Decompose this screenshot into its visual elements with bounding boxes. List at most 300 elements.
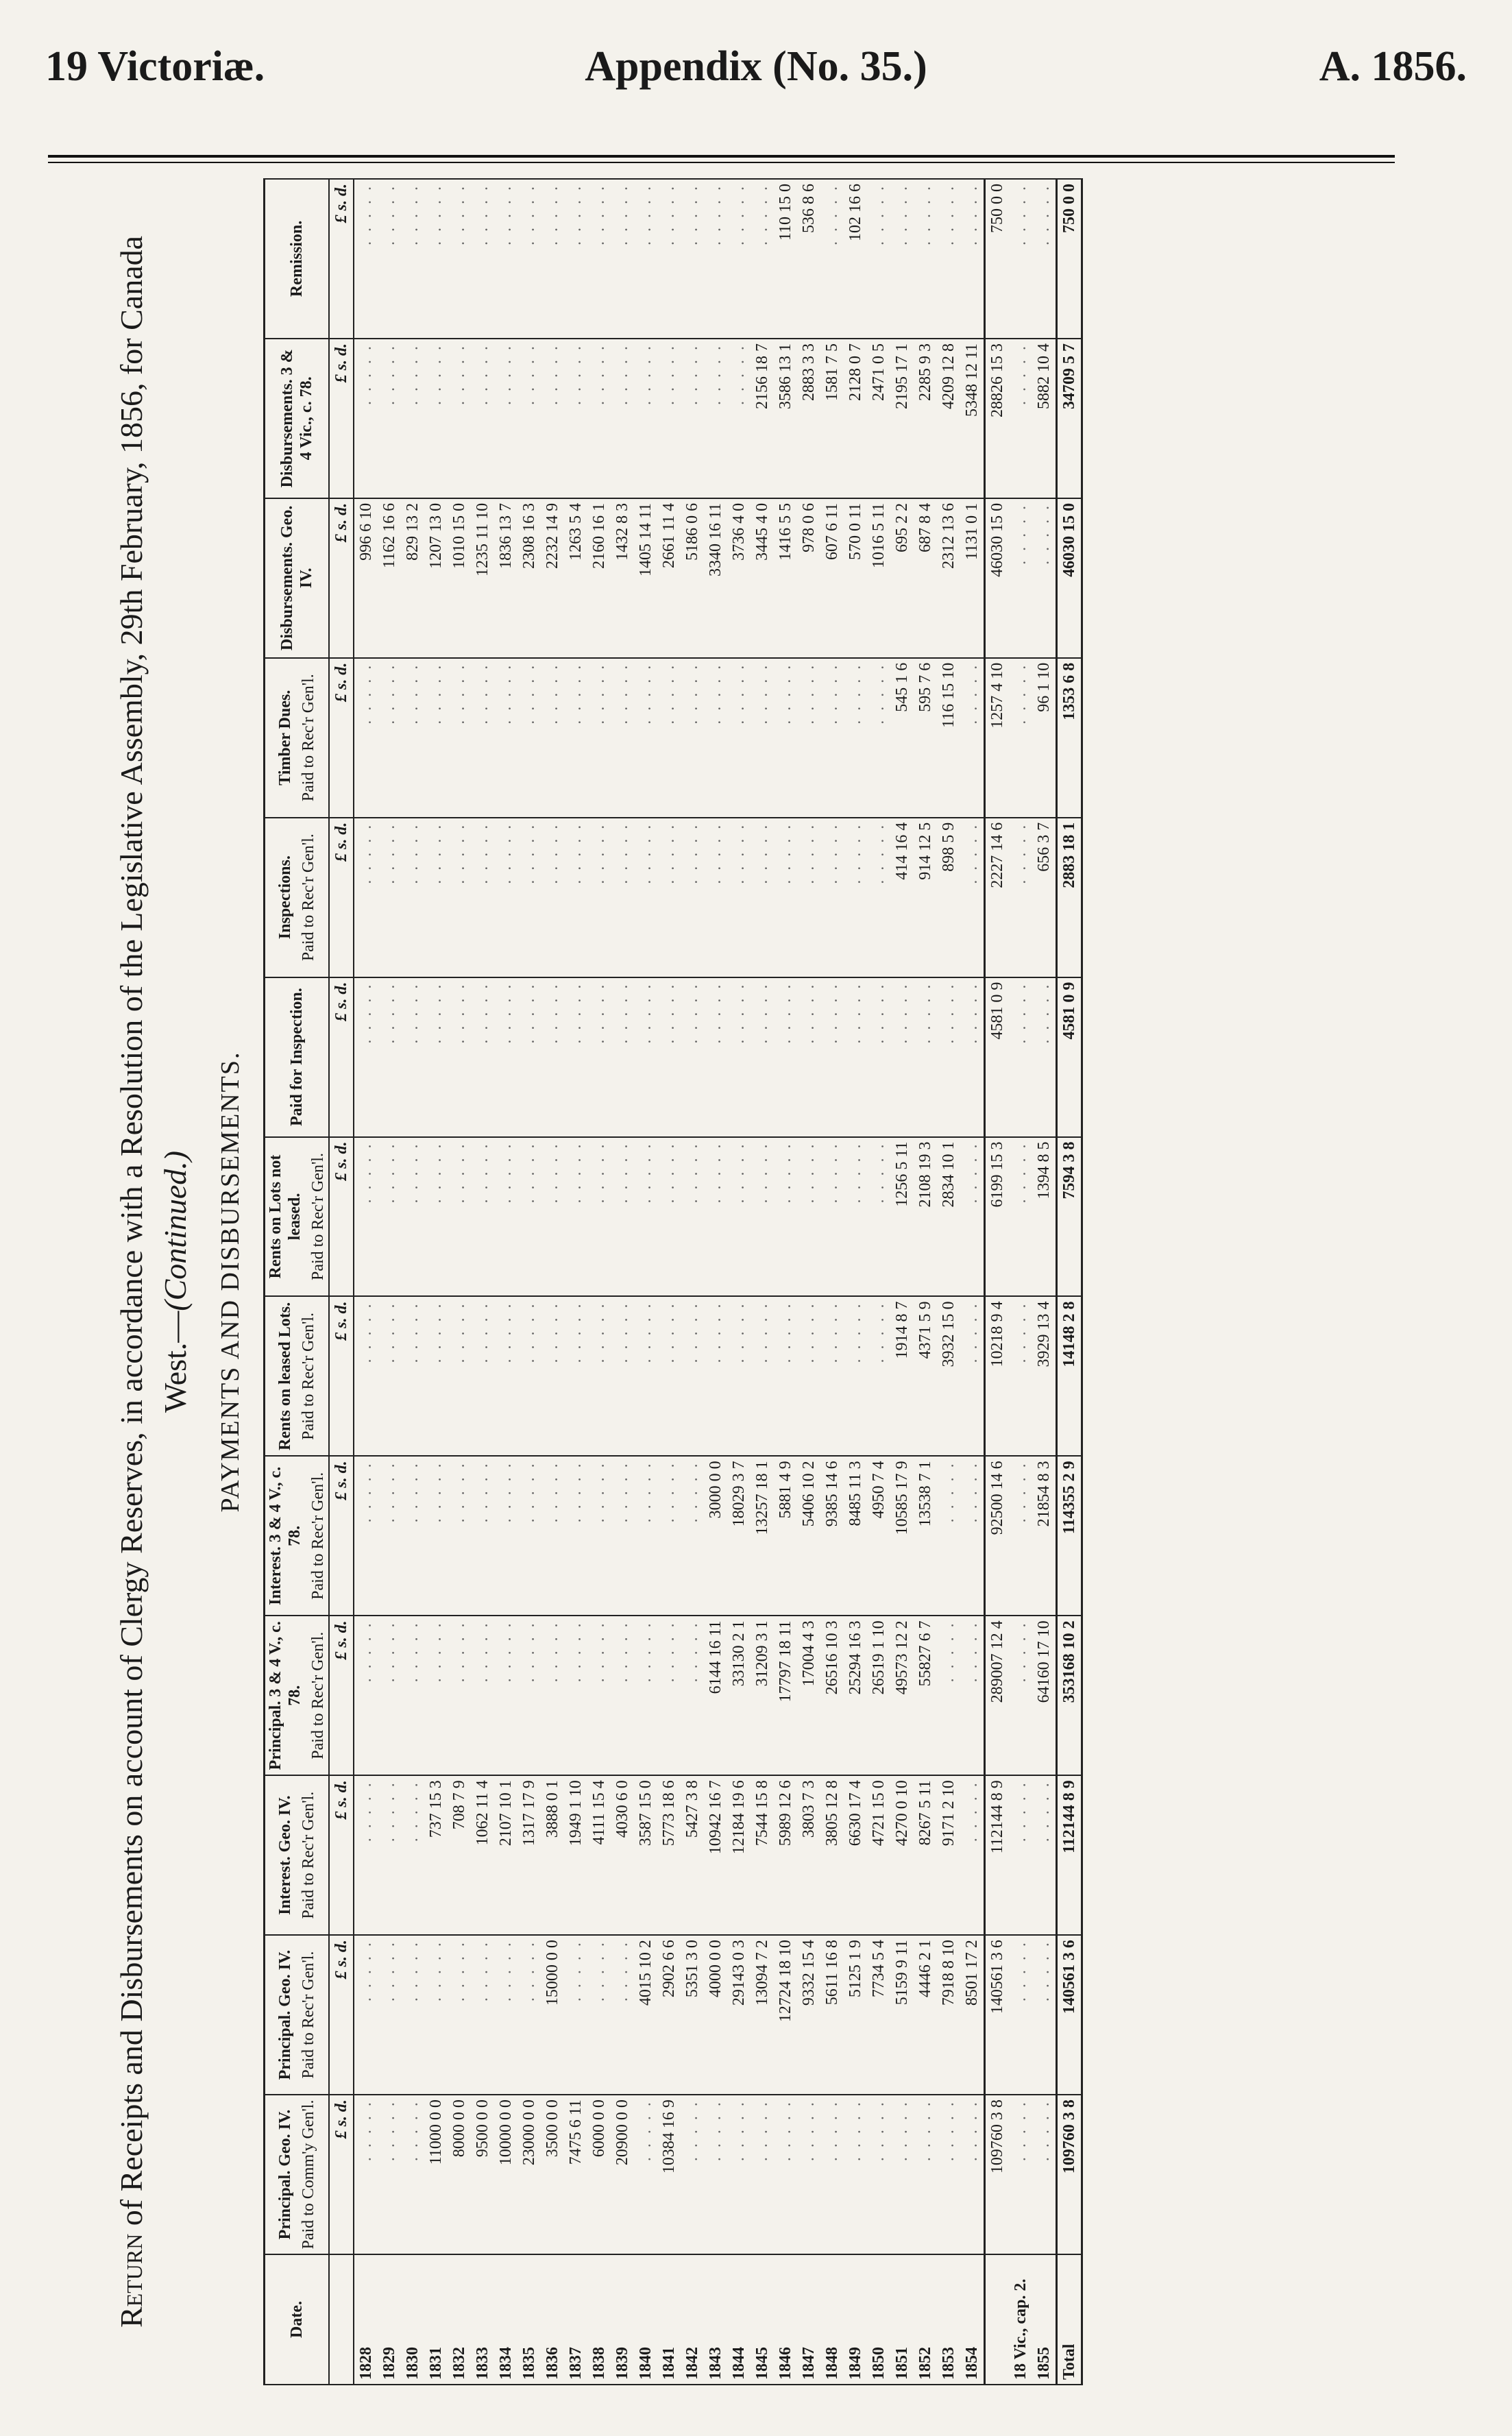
amount-cell: 829 13 2 — [401, 498, 424, 658]
amount-cell: . . . . . — [471, 818, 494, 977]
amount-cell: 1317 17 9 — [517, 1775, 541, 1935]
amount-cell: . . . . . — [517, 1137, 541, 1297]
amount-cell: . . . . . — [867, 179, 890, 339]
amount-cell: . . . . . — [541, 818, 564, 977]
amount-cell: . . . . . — [1009, 1456, 1032, 1616]
amount-cell: . . . . . — [564, 1137, 587, 1297]
amount-cell: 2232 14 9 — [541, 498, 564, 658]
amount-cell: 10942 16 7 — [704, 1775, 727, 1935]
amount-cell: . . . . . — [657, 179, 681, 339]
amount-cell: . . . . . — [611, 818, 634, 977]
amount-cell: . . . . . — [471, 1616, 494, 1775]
amount-cell: . . . . . — [727, 1137, 751, 1297]
amount-cell: . . . . . — [657, 1616, 681, 1775]
amount-cell: . . . . . — [914, 179, 937, 339]
amount-cell: 33130 2 1 — [727, 1616, 751, 1775]
amount-cell: 140561 3 6 — [1057, 1935, 1082, 2095]
amount-cell: 7544 15 8 — [751, 1775, 774, 1935]
amount-cell: . . . . . — [820, 179, 844, 339]
amount-cell: . . . . . — [820, 818, 844, 977]
column-header — [265, 977, 330, 1137]
amount-cell: 2156 18 7 — [751, 339, 774, 498]
amount-cell: . . . . . — [424, 1456, 448, 1616]
amount-cell: . . . . . — [354, 339, 378, 498]
amount-cell: 1016 5 11 — [867, 498, 890, 658]
amount-cell: . . . . . — [844, 2095, 867, 2254]
amount-cell: 1235 11 10 — [471, 498, 494, 658]
amount-cell: 4581 0 9 — [985, 977, 1010, 1137]
amount-cell: . . . . . — [517, 179, 541, 339]
units-cell: £ s. d. — [329, 339, 354, 498]
amount-cell: 4209 12 8 — [937, 339, 960, 498]
amount-cell: . . . . . — [657, 977, 681, 1137]
amount-cell: 898 5 9 — [937, 818, 960, 977]
amount-cell: . . . . . — [727, 977, 751, 1137]
amount-cell: . . . . . — [820, 977, 844, 1137]
amount-cell: . . . . . — [1032, 179, 1057, 339]
amount-cell: . . . . . — [378, 818, 401, 977]
amount-cell: . . . . . — [681, 1456, 704, 1616]
amount-cell: . . . . . — [704, 2095, 727, 2254]
amount-cell: 46030 15 0 — [1057, 498, 1082, 658]
amount-cell: . . . . . — [564, 339, 587, 498]
amount-cell: . . . . . — [541, 1456, 564, 1616]
title-continued: (Continued.) — [158, 1150, 193, 1311]
amount-cell: 46030 15 0 — [985, 498, 1010, 658]
amount-cell: . . . . . — [797, 2095, 820, 2254]
amount-cell: . . . . . — [354, 658, 378, 818]
amount-cell: 914 12 5 — [914, 818, 937, 977]
amount-cell: . . . . . — [960, 1456, 985, 1616]
amount-cell: 3587 15 0 — [634, 1775, 657, 1935]
amount-cell: . . . . . — [681, 339, 704, 498]
date-cell: 1837 — [564, 2254, 587, 2385]
amount-cell: 17797 18 11 — [774, 1616, 797, 1775]
amount-cell: . . . . . — [564, 1935, 587, 2095]
date-cell: 1843 — [704, 2254, 727, 2385]
date-cell: 1833 — [471, 2254, 494, 2385]
amount-cell: . . . . . — [587, 1935, 611, 2095]
amount-cell: . . . . . — [797, 658, 820, 818]
amount-cell: . . . . . — [704, 818, 727, 977]
amount-cell: . . . . . — [1009, 1616, 1032, 1775]
table-row — [937, 179, 960, 2385]
amount-cell: . . . . . — [1009, 818, 1032, 977]
date-cell: 1853 — [937, 2254, 960, 2385]
amount-cell: . . . . . — [541, 1296, 564, 1456]
amount-cell: 55827 6 7 — [914, 1616, 937, 1775]
amount-cell: . . . . . — [890, 2095, 914, 2254]
column-header-subtitle: Paid to Rec'r Gen'l. — [300, 1791, 317, 1919]
table-row — [401, 179, 424, 2385]
amount-cell: 2312 13 6 — [937, 498, 960, 658]
table-row — [960, 179, 985, 2385]
amount-cell: 5186 0 6 — [681, 498, 704, 658]
amount-cell: . . . . . — [587, 179, 611, 339]
amount-cell: . . . . . — [727, 179, 751, 339]
section-title: PAYMENTS AND DISBURSEMENTS. — [216, 1051, 245, 1513]
table-row — [681, 179, 704, 2385]
amount-cell: . . . . . — [867, 818, 890, 977]
amount-cell: . . . . . — [378, 2095, 401, 2254]
amount-cell: 7475 6 11 — [564, 2095, 587, 2254]
title-main: of Receipts and Disbursements on account of Clergy Reserves, in accordance with a Resolution of the Legislative Assembly, 29th February, 1856, for Canada West.— — [114, 235, 193, 2234]
amount-cell: 140561 3 6 — [985, 1935, 1010, 2095]
table-row — [471, 179, 494, 2385]
amount-cell: . . . . . — [401, 2095, 424, 2254]
amount-cell: . . . . . — [517, 977, 541, 1137]
amount-cell: . . . . . — [867, 1137, 890, 1297]
amount-cell: 695 2 2 — [890, 498, 914, 658]
amount-cell: . . . . . — [774, 1296, 797, 1456]
amount-cell: 28826 15 3 — [985, 339, 1010, 498]
amount-cell: . . . . . — [867, 977, 890, 1137]
table-row — [494, 179, 517, 2385]
amount-cell: . . . . . — [681, 179, 704, 339]
date-cell: 1839 — [611, 2254, 634, 2385]
date-cell: 1831 — [424, 2254, 448, 2385]
amount-cell: . . . . . — [564, 1616, 587, 1775]
amount-cell: . . . . . — [494, 1296, 517, 1456]
units-row — [329, 179, 354, 2385]
amount-cell: . . . . . — [634, 1137, 657, 1297]
amount-cell: 21854 8 3 — [1032, 1456, 1057, 1616]
amount-cell: . . . . . — [448, 977, 471, 1137]
date-cell: 1835 — [517, 2254, 541, 2385]
column-header-title: Interest. Geo. IV. — [276, 1795, 294, 1915]
amount-cell: . . . . . — [448, 1296, 471, 1456]
amount-cell: . . . . . — [587, 1616, 611, 1775]
amount-cell: 2883 18 1 — [1057, 818, 1082, 977]
amount-cell: 5989 12 6 — [774, 1775, 797, 1935]
amount-cell: . . . . . — [378, 1935, 401, 2095]
amount-cell: . . . . . — [797, 977, 820, 1137]
amount-cell: . . . . . — [424, 179, 448, 339]
column-header — [265, 818, 330, 977]
amount-cell: . . . . . — [727, 658, 751, 818]
column-header — [265, 2254, 330, 2385]
amount-cell: 26519 1 10 — [867, 1616, 890, 1775]
amount-cell: . . . . . — [727, 818, 751, 977]
header-row — [265, 179, 330, 2385]
table-row — [727, 179, 751, 2385]
amount-cell: 112144 8 9 — [1057, 1775, 1082, 1935]
amount-cell: . . . . . — [960, 1616, 985, 1775]
amount-cell: . . . . . — [727, 1296, 751, 1456]
amount-cell: . . . . . — [611, 1616, 634, 1775]
amount-cell: 4015 10 2 — [634, 1935, 657, 2095]
amount-cell: . . . . . — [354, 1137, 378, 1297]
column-header-title: Remission. — [288, 220, 306, 297]
amount-cell: 10585 17 9 — [890, 1456, 914, 1616]
column-header-title: Inspections. — [276, 855, 294, 940]
amount-cell: 4371 5 9 — [914, 1296, 937, 1456]
title-prefix: Return — [114, 2233, 149, 2328]
amount-cell: 595 7 6 — [914, 658, 937, 818]
amount-cell: . . . . . — [564, 1456, 587, 1616]
amount-cell: . . . . . — [634, 658, 657, 818]
units-cell: £ s. d. — [329, 1935, 354, 2095]
column-header — [265, 1456, 330, 1616]
amount-cell: 12724 18 10 — [774, 1935, 797, 2095]
amount-cell: . . . . . — [401, 1456, 424, 1616]
amount-cell: . . . . . — [1009, 1137, 1032, 1297]
date-cell: 18 Vic., cap. 2. — [1009, 2254, 1032, 2385]
date-cell: 1847 — [797, 2254, 820, 2385]
amount-cell: . . . . . — [354, 1616, 378, 1775]
amount-cell: . . . . . — [681, 658, 704, 818]
date-cell: 1848 — [820, 2254, 844, 2385]
amount-cell: 1914 8 7 — [890, 1296, 914, 1456]
amount-cell: . . . . . — [424, 1616, 448, 1775]
amount-cell: . . . . . — [587, 1137, 611, 1297]
amount-cell: 1581 7 5 — [820, 339, 844, 498]
amount-cell: . . . . . — [517, 1456, 541, 1616]
amount-cell: . . . . . — [448, 818, 471, 977]
amount-cell: . . . . . — [471, 339, 494, 498]
amount-cell: . . . . . — [704, 658, 727, 818]
amount-cell: . . . . . — [378, 1296, 401, 1456]
amount-cell: . . . . . — [774, 658, 797, 818]
amount-cell: 25294 16 3 — [844, 1616, 867, 1775]
amount-cell: 607 6 11 — [820, 498, 844, 658]
amount-cell: . . . . . — [1009, 1935, 1032, 2095]
column-header — [265, 179, 330, 339]
amount-cell: . . . . . — [611, 658, 634, 818]
units-cell: £ s. d. — [329, 1456, 354, 1616]
date-cell: 1840 — [634, 2254, 657, 2385]
amount-cell: 3000 0 0 — [704, 1456, 727, 1616]
amount-cell: . . . . . — [890, 977, 914, 1137]
amount-cell: 1207 13 0 — [424, 498, 448, 658]
amount-cell: . . . . . — [704, 339, 727, 498]
units-cell: £ s. d. — [329, 658, 354, 818]
amount-cell: 750 0 0 — [1057, 179, 1082, 339]
amount-cell: . . . . . — [704, 1137, 727, 1297]
amount-cell: . . . . . — [1009, 1296, 1032, 1456]
amount-cell: 2661 11 4 — [657, 498, 681, 658]
date-cell: Total — [1057, 2254, 1082, 2385]
amount-cell: . . . . . — [937, 2095, 960, 2254]
amount-cell: 109760 3 8 — [1057, 2095, 1082, 2254]
amount-cell: . . . . . — [634, 1296, 657, 1456]
amount-cell: . . . . . — [634, 339, 657, 498]
amount-cell: . . . . . — [937, 1456, 960, 1616]
amount-cell: 5159 9 11 — [890, 1935, 914, 2095]
column-header — [265, 1137, 330, 1297]
units-cell: £ s. d. — [329, 1616, 354, 1775]
amount-cell: 110 15 0 — [774, 179, 797, 339]
amount-cell: 6630 17 4 — [844, 1775, 867, 1935]
date-cell: 1846 — [774, 2254, 797, 2385]
amount-cell: 3805 12 8 — [820, 1775, 844, 1935]
amount-cell: . . . . . — [448, 658, 471, 818]
amount-cell: 109760 3 8 — [985, 2095, 1010, 2254]
amount-cell: . . . . . — [914, 2095, 937, 2254]
amount-cell: . . . . . — [424, 977, 448, 1137]
amount-cell: 9332 15 4 — [797, 1935, 820, 2095]
amount-cell: 5881 4 9 — [774, 1456, 797, 1616]
table-row — [1032, 179, 1057, 2385]
amount-cell: . . . . . — [797, 1296, 820, 1456]
amount-cell: . . . . . — [587, 1456, 611, 1616]
table-row — [448, 179, 471, 2385]
amount-cell: 3586 13 1 — [774, 339, 797, 498]
amount-cell: 2308 16 3 — [517, 498, 541, 658]
amount-cell: . . . . . — [401, 977, 424, 1137]
table-row — [634, 179, 657, 2385]
column-header-title: Disbursements. Geo. IV. — [278, 505, 315, 650]
amount-cell: 8485 11 3 — [844, 1456, 867, 1616]
amount-cell: . . . . . — [611, 1137, 634, 1297]
amount-cell: 414 16 4 — [890, 818, 914, 977]
amount-cell: 6000 0 0 — [587, 2095, 611, 2254]
amount-cell: . . . . . — [587, 339, 611, 498]
amount-cell: . . . . . — [494, 1935, 517, 2095]
amount-cell: 545 1 6 — [890, 658, 914, 818]
amount-cell: . . . . . — [494, 658, 517, 818]
units-cell — [329, 2254, 354, 2385]
amount-cell: 29143 0 3 — [727, 1935, 751, 2095]
amount-cell: 4446 2 1 — [914, 1935, 937, 2095]
amount-cell: . . . . . — [1009, 658, 1032, 818]
amount-cell: 4950 7 4 — [867, 1456, 890, 1616]
amount-cell: 18029 3 7 — [727, 1456, 751, 1616]
column-header-title: Principal. Geo. IV. — [276, 1949, 294, 2080]
amount-cell: 13257 18 1 — [751, 1456, 774, 1616]
date-cell: 1842 — [681, 2254, 704, 2385]
amount-cell: . . . . . — [424, 1935, 448, 2095]
column-header — [265, 1296, 330, 1456]
amount-cell: 2902 6 6 — [657, 1935, 681, 2095]
amount-cell: . . . . . — [471, 1296, 494, 1456]
amount-cell: . . . . . — [401, 1296, 424, 1456]
table-row — [820, 179, 844, 2385]
amount-cell: . . . . . — [494, 818, 517, 977]
date-cell: 1845 — [751, 2254, 774, 2385]
amount-cell: . . . . . — [401, 658, 424, 818]
amount-cell: 114355 2 9 — [1057, 1456, 1082, 1616]
amount-cell: 1394 8 5 — [1032, 1137, 1057, 1297]
amount-cell: . . . . . — [471, 1935, 494, 2095]
table-body — [354, 179, 1082, 2385]
amount-cell: 2195 17 1 — [890, 339, 914, 498]
amount-cell: 23000 0 0 — [517, 2095, 541, 2254]
amount-cell: 7594 3 8 — [1057, 1137, 1082, 1297]
amount-cell: 1416 5 5 — [774, 498, 797, 658]
column-header-title: Interest. 3 & 4 V., c. 78. — [267, 1466, 304, 1605]
amount-cell: . . . . . — [820, 1296, 844, 1456]
amount-cell: . . . . . — [611, 179, 634, 339]
amount-cell: . . . . . — [448, 1456, 471, 1616]
amount-cell: 6144 16 11 — [704, 1616, 727, 1775]
amount-cell: 353168 10 2 — [1057, 1616, 1082, 1775]
amount-cell: 4000 0 0 — [704, 1935, 727, 2095]
amount-cell: . . . . . — [1009, 339, 1032, 498]
amount-cell: 3445 4 0 — [751, 498, 774, 658]
amount-cell: . . . . . — [378, 1137, 401, 1297]
table-row — [587, 179, 611, 2385]
amount-cell: . . . . . — [1032, 1935, 1057, 2095]
amount-cell: 708 7 9 — [448, 1775, 471, 1935]
amount-cell: . . . . . — [727, 339, 751, 498]
amount-cell: . . . . . — [1009, 977, 1032, 1137]
amount-cell: 10384 16 9 — [657, 2095, 681, 2254]
table-row — [914, 179, 937, 2385]
amount-cell: . . . . . — [517, 818, 541, 977]
amount-cell: . . . . . — [611, 339, 634, 498]
amount-cell: . . . . . — [1009, 179, 1032, 339]
date-cell: 1832 — [448, 2254, 471, 2385]
amount-cell: 1405 14 11 — [634, 498, 657, 658]
amount-cell: 14148 2 8 — [1057, 1296, 1082, 1456]
amount-cell: 5611 16 8 — [820, 1935, 844, 2095]
amount-cell: . . . . . — [634, 818, 657, 977]
amount-cell: 9500 0 0 — [471, 2095, 494, 2254]
units-cell: £ s. d. — [329, 1137, 354, 1297]
amount-cell: . . . . . — [517, 1935, 541, 2095]
amount-cell: 3500 0 0 — [541, 2095, 564, 2254]
table-row — [890, 179, 914, 2385]
amount-cell: 3736 4 0 — [727, 498, 751, 658]
amount-cell: . . . . . — [378, 1616, 401, 1775]
amount-cell: . . . . . — [424, 818, 448, 977]
amount-cell: . . . . . — [611, 1935, 634, 2095]
amount-cell: . . . . . — [844, 818, 867, 977]
amount-cell: 5348 12 11 — [960, 339, 985, 498]
amount-cell: . . . . . — [960, 818, 985, 977]
amount-cell: . . . . . — [751, 977, 774, 1137]
amount-cell: . . . . . — [681, 1296, 704, 1456]
amount-cell: . . . . . — [517, 1296, 541, 1456]
amount-cell: . . . . . — [378, 1456, 401, 1616]
payments-table — [263, 178, 1083, 2385]
amount-cell: . . . . . — [634, 2095, 657, 2254]
amount-cell: 3932 15 0 — [937, 1296, 960, 1456]
amount-cell: . . . . . — [564, 818, 587, 977]
amount-cell: 9385 14 6 — [820, 1456, 844, 1616]
amount-cell: . . . . . — [937, 977, 960, 1137]
amount-cell: . . . . . — [611, 1456, 634, 1616]
amount-cell: 2107 10 1 — [494, 1775, 517, 1935]
amount-cell: . . . . . — [1009, 1775, 1032, 1935]
amount-cell: 2128 0 7 — [844, 339, 867, 498]
amount-cell: . . . . . — [657, 658, 681, 818]
table-row — [867, 179, 890, 2385]
column-header-subtitle: Paid to Rec'r Gen'l. — [300, 1951, 317, 2079]
amount-cell: . . . . . — [587, 818, 611, 977]
amount-cell: 1257 4 10 — [985, 658, 1010, 818]
amount-cell: 1263 5 4 — [564, 498, 587, 658]
amount-cell: 6199 15 3 — [985, 1137, 1010, 1297]
amount-cell: . . . . . — [378, 658, 401, 818]
amount-cell: . . . . . — [541, 658, 564, 818]
table-row — [985, 179, 1010, 2385]
table-row — [1057, 179, 1082, 2385]
amount-cell: . . . . . — [1032, 977, 1057, 1137]
amount-cell: . . . . . — [354, 977, 378, 1137]
amount-cell: . . . . . — [564, 977, 587, 1137]
amount-cell: 1432 8 3 — [611, 498, 634, 658]
amount-cell: . . . . . — [378, 977, 401, 1137]
amount-cell: . . . . . — [471, 179, 494, 339]
date-cell: 1828 — [354, 2254, 378, 2385]
amount-cell: . . . . . — [960, 1296, 985, 1456]
amount-cell: . . . . . — [448, 1616, 471, 1775]
amount-cell: . . . . . — [634, 1456, 657, 1616]
amount-cell: . . . . . — [960, 2095, 985, 2254]
amount-cell: 10000 0 0 — [494, 2095, 517, 2254]
